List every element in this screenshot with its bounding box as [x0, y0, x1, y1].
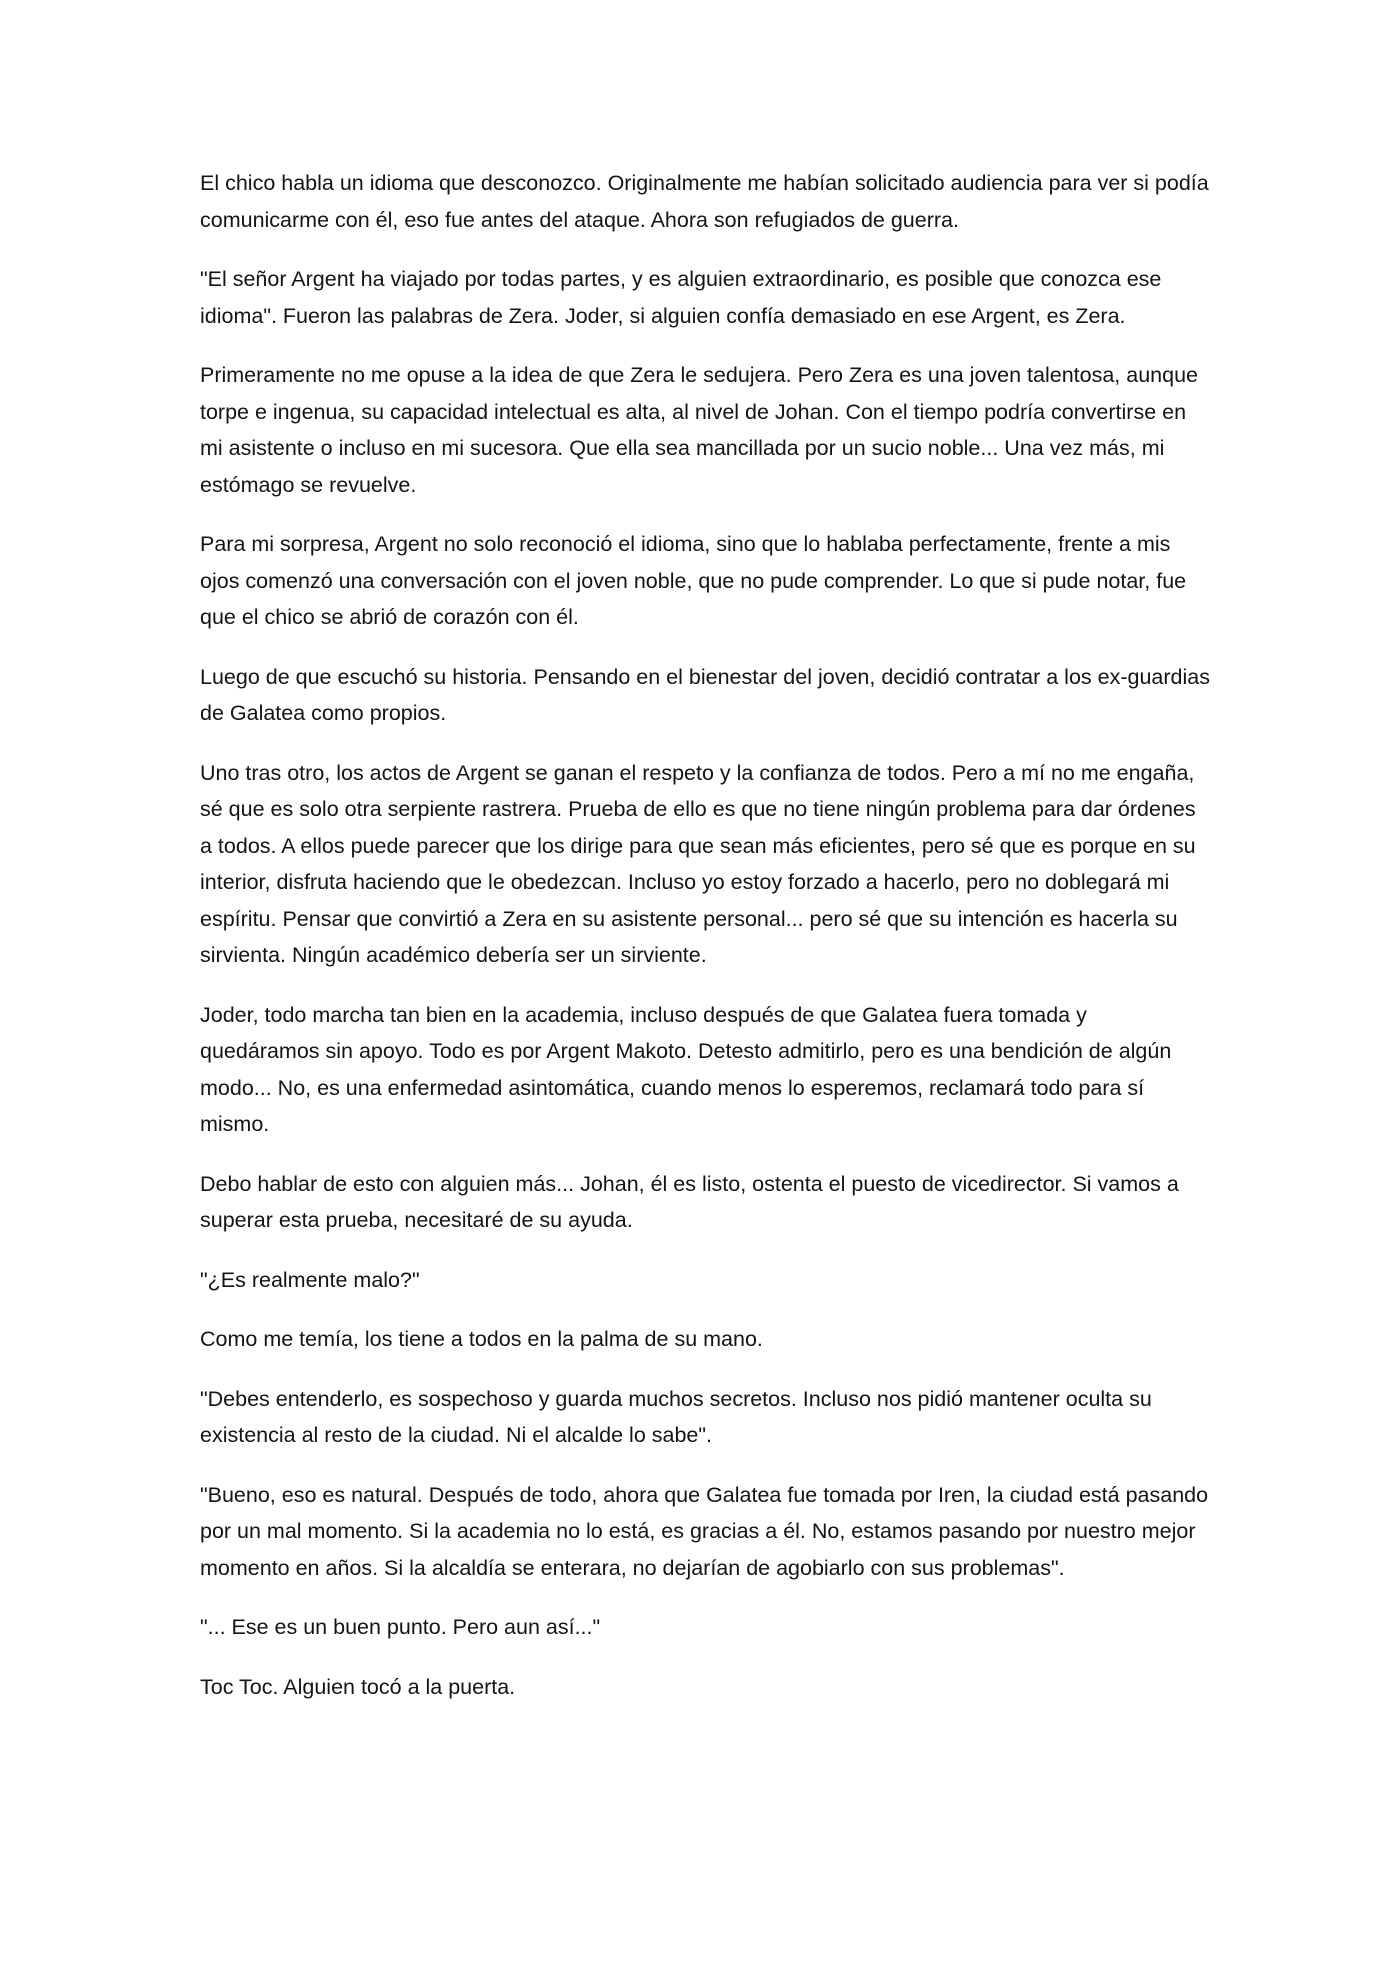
paragraph-5: Luego de que escuchó su historia. Pensando en el bienestar del joven, decidió contratar a los ex-guardias de Galatea como propios.	[200, 664, 1210, 725]
paragraph-7: Joder, todo marcha tan bien en la academia, incluso después de que Galatea fuera tomada y quedáramos sin apoyo. Todo es por Argent Makoto. Detesto admitirlo, pero es una bendición de algún modo... No, es una enfermedad asintomática, cuando menos lo esperemos, reclamará todo para sí mismo.	[200, 1002, 1172, 1136]
paragraph-14: Toc Toc. Alguien tocó a la puerta.	[200, 1674, 516, 1699]
document-body	[200, 165, 1210, 1728]
paragraph-2: "El señor Argent ha viajado por todas partes, y es alguien extraordinario, es posible que conozca ese idioma". Fueron las palabras de Zera. Joder, si alguien confía demasiado en ese Argent, es Zera.	[200, 267, 1162, 328]
paragraph-1: El chico habla un idioma que desconozco. Originalmente me habían solicitado audiencia para ver si podía comunicarme con él, eso fue antes del ataque. Ahora son refugiados de guerra.	[200, 171, 1209, 232]
paragraph-3: Primeramente no me opuse a la idea de que Zera le sedujera. Pero Zera es una joven talentosa, aunque torpe e ingenua, su capacidad intelectual es alta, al nivel de Johan. Con el tiempo podría convertirse en mi asistente o incluso en mi sucesora. Que ella sea mancillada por un sucio noble... Una vez más, mi estómago se revuelve.	[200, 363, 1198, 497]
paragraph-10: Como me temía, los tiene a todos en la palma de su mano.	[200, 1327, 763, 1351]
paragraph-6: Uno tras otro, los actos de Argent se ganan el respeto y la confianza de todos. Pero a mí no me engaña, sé que es solo otra serpiente rastrera. Prueba de ello es que no tiene ningún problema para dar órdenes a todos. A ellos puede parecer que los dirige para que sean más eficientes, pero sé que es porque en su interior, disfruta haciendo que le obedezcan. Incluso yo estoy forzado a hacerlo, pero no doblegará mi espíritu. Pensar que convirtió a Zera en su asistente personal... pero sé que su intención es hacerla su sirvienta. Ningún académico debería ser un sirviente.	[200, 760, 1196, 967]
paragraph-8: Debo hablar de esto con alguien más... Johan, él es listo, ostenta el puesto de vicedirector. Si vamos a superar esta prueba, necesitaré de su ayuda.	[200, 1171, 1179, 1232]
paragraph-9: "¿Es realmente malo?"	[200, 1267, 420, 1292]
paragraph-11: "Debes entenderlo, es sospechoso y guarda muchos secretos. Incluso nos pidió mantener oculta su existencia al resto de la ciudad. Ni el alcalde lo sabe".	[200, 1386, 1152, 1447]
paragraph-13: "... Ese es un buen punto. Pero aun así..."	[200, 1615, 601, 1639]
paragraph-12: "Bueno, eso es natural. Después de todo, ahora que Galatea fue tomada por Iren, la ciudad está pasando por un mal momento. Si la academia no lo está, es gracias a él. No, estamos pasando por nuestro mejor momento en años. Si la alcaldía se enterara, no dejarían de agobiarlo con sus problemas".	[200, 1482, 1209, 1580]
paragraph-4: Para mi sorpresa, Argent no solo reconoció el idioma, sino que lo hablaba perfectamente, frente a mis ojos comenzó una conversación con el joven noble, que no pude comprender. Lo que si pude notar, fue que el chico se abrió de corazón con él.	[200, 532, 1187, 629]
